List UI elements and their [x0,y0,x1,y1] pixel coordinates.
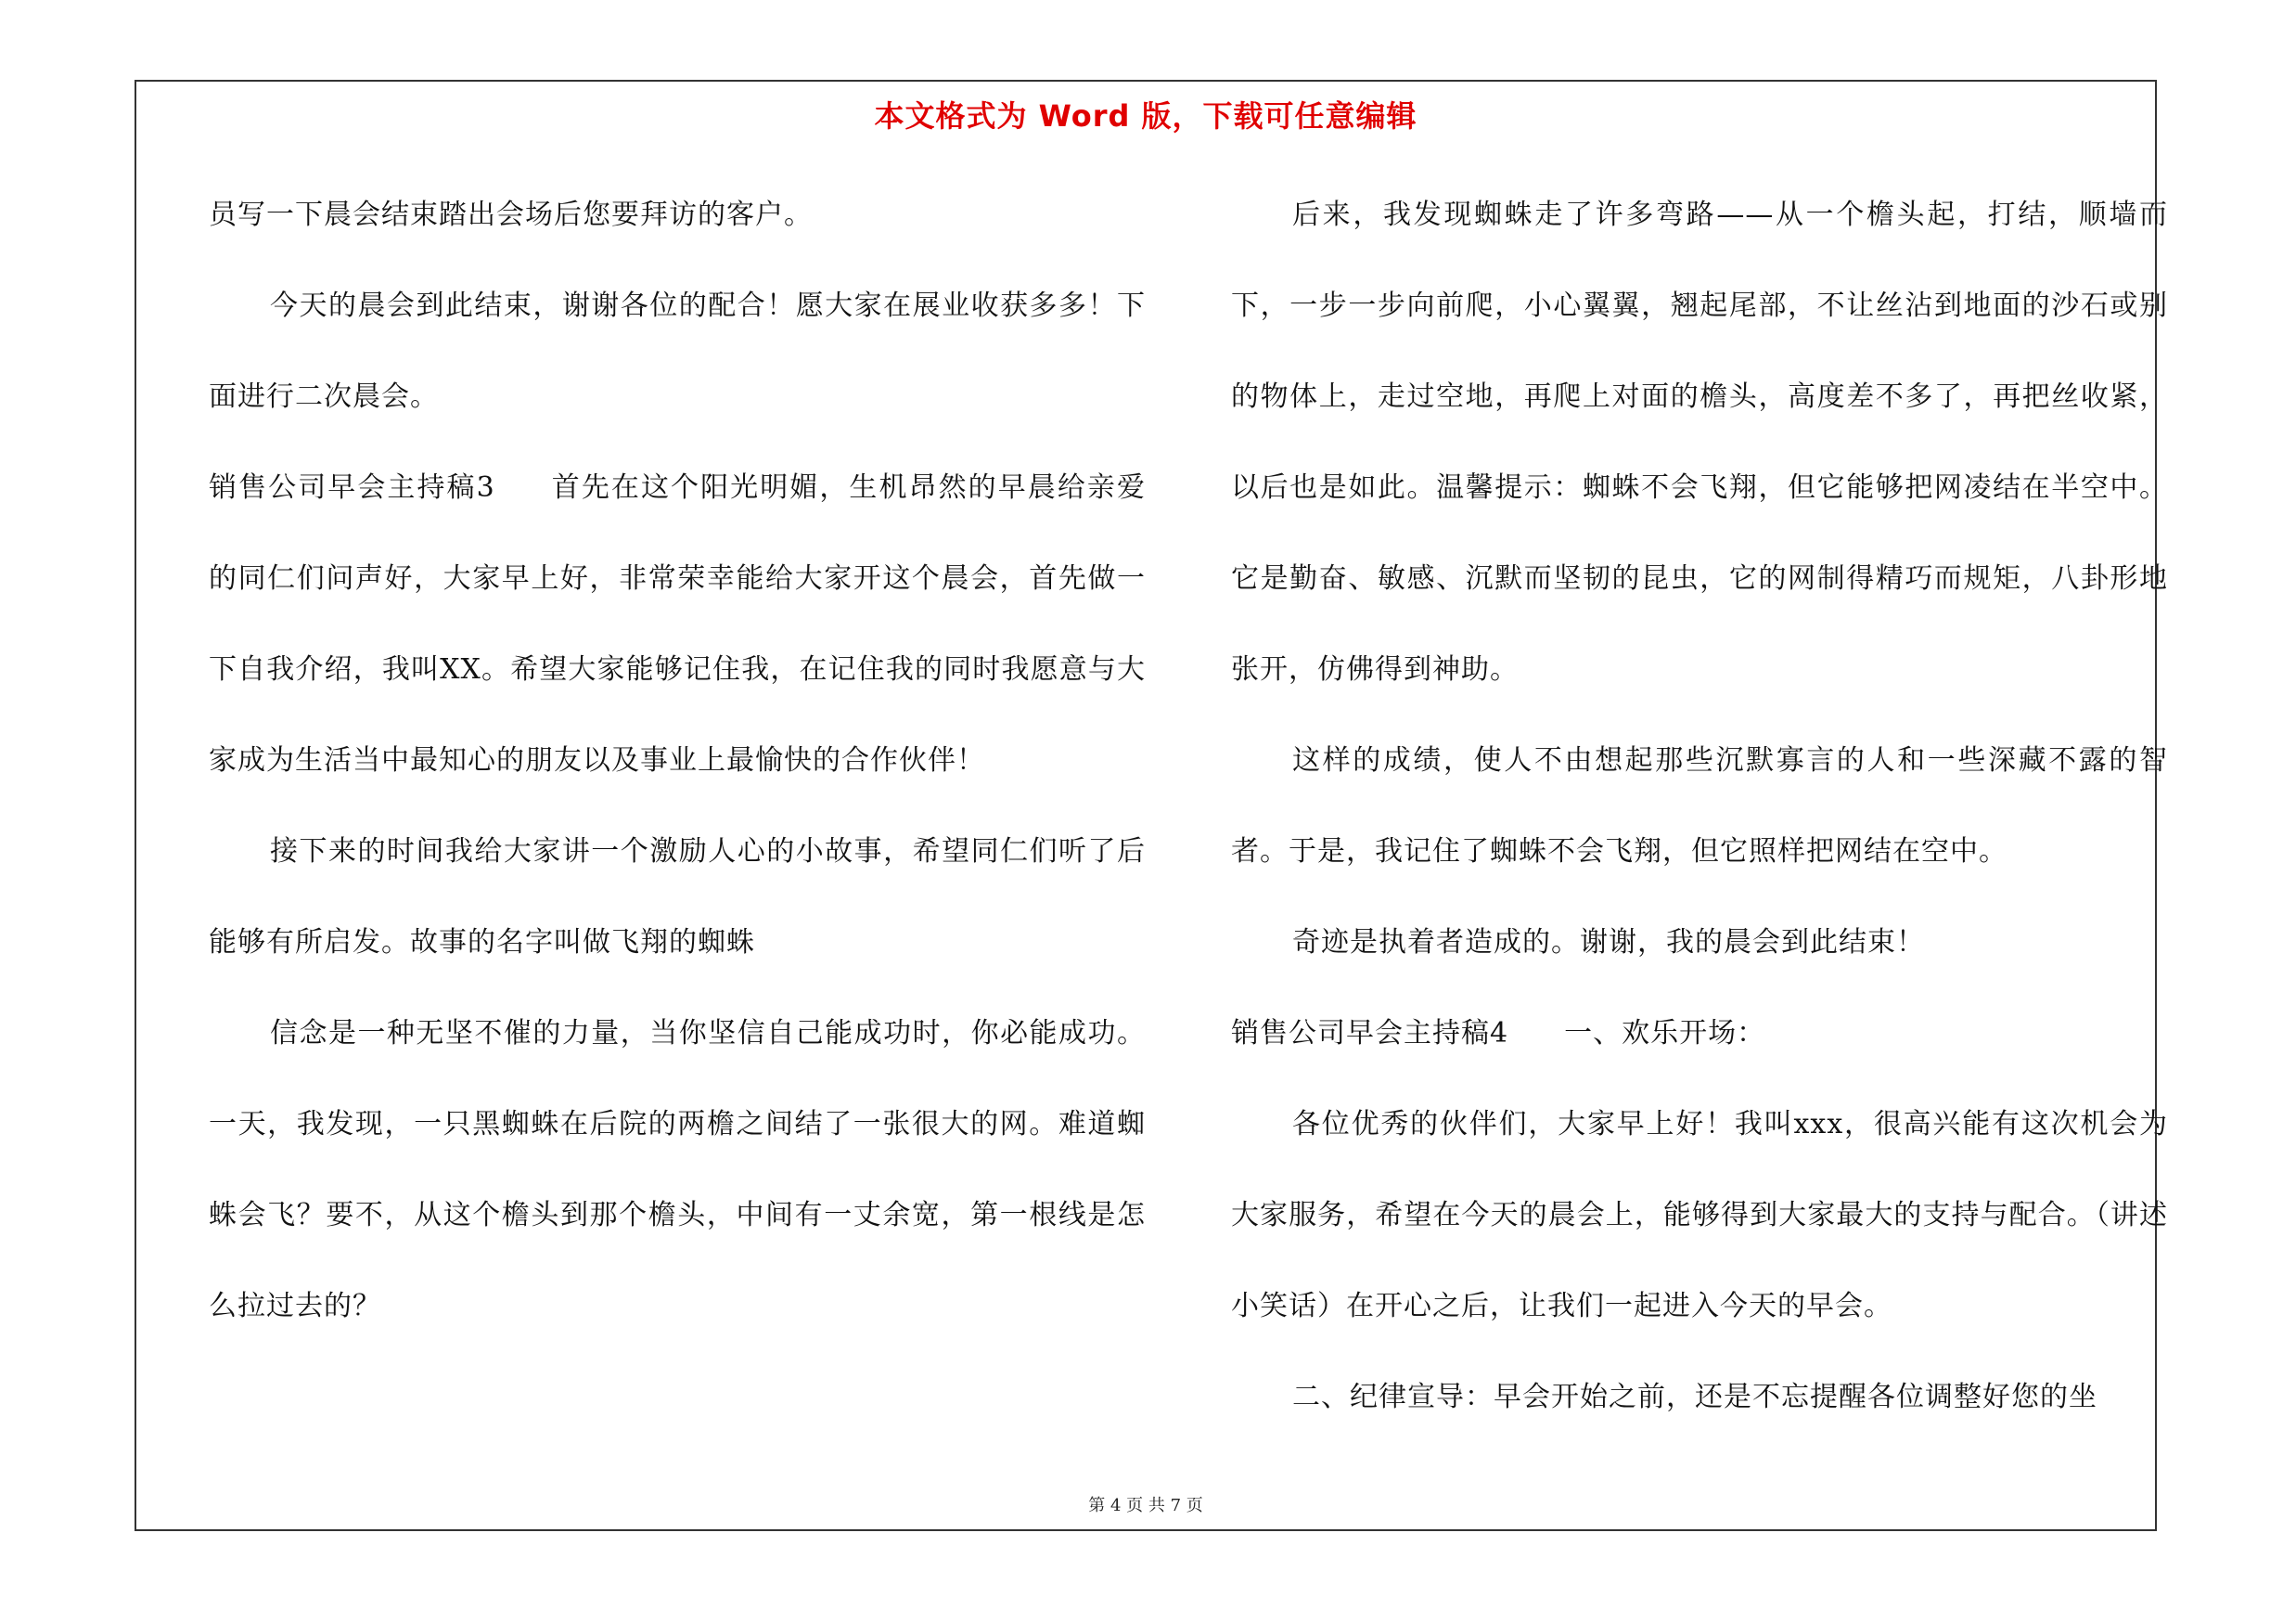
paragraph: 各位优秀的伙伴们，大家早上好！我叫xxx，很高兴能有这次机会为大家服务，希望在今天的晨会上，能够得到大家最大的支持与配合。（讲述小笑话）在开心之后，让我们一起进入今天的早会。 [1231,1108,2168,1322]
paragraph: 奇迹是执着者造成的。谢谢，我的晨会到此结束！ [1292,926,1925,959]
paragraph: 这样的成绩，使人不由想起那些沉默寡言的人和一些深藏不露的智者。于是，我记住了蜘蛛不会飞翔，但它照样把网结在空中。 [1231,744,2168,868]
section-body: 首先在这个阳光明媚，生机昂然的早晨给亲爱的同仁们问声好，大家早上好，非常荣幸能给大家开这个晨会，首先做一下自我介绍，我叫XX。希望大家能够记住我，在记住我的同时我愿意与大家成为生活当中最知心的朋友以及事业上最愉快的合作伙伴！ [209,471,1147,777]
paragraph: 员写一下晨会结束踏出会场后您要拜访的客户。 [209,199,813,231]
section-paragraph [209,443,1146,806]
right-text-column [1231,170,2168,1443]
section-heading: 销售公司早会主持稿4 [1231,1017,1509,1050]
section-paragraph [1231,988,2168,1079]
section-heading: 销售公司早会主持稿3 [209,471,495,504]
document-page [135,80,2168,1531]
paragraph: 后来，我发现蜘蛛走了许多弯路——从一个檐头起，打结，顺墙而下，一步一步向前爬，小心翼翼，翘起尾部，不让丝沾到地面的沙石或别的物体上，走过空地，再爬上对面的檐头，高度差不多了，再把丝收紧，以后也是如此。温馨提示：蜘蛛不会飞翔，但它能够把网凌结在半空中。它是勤奋、敏感、沉默而坚韧的昆虫，它的网制得精巧而规矩，八卦形地张开，仿佛得到神助。 [1231,199,2168,686]
page-number: 第 4 页 共 7 页 [1088,1496,1203,1515]
paragraph: 今天的晨会到此结束，谢谢各位的配合！愿大家在展业收获多多！下面进行二次晨会。 [209,290,1146,413]
left-text-column [209,170,1146,1352]
section-body: 一、欢乐开场： [1564,1017,1766,1050]
paragraph: 接下来的时间我给大家讲一个激励人心的小故事，希望同仁们听了后能够有所启发。故事的名字叫做飞翔的蜘蛛 [209,835,1146,959]
paragraph: 信念是一种无坚不催的力量，当你坚信自己能成功时，你必能成功。一天，我发现，一只黑蜘蛛在后院的两檐之间结了一张很大的网。难道蜘蛛会飞？要不，从这个檐头到那个檐头，中间有一丈余宽，第一根线是怎么拉过去的？ [209,1017,1146,1322]
paragraph: 二、纪律宣导：早会开始之前，还是不忘提醒各位调整好您的坐 [1292,1381,2097,1413]
format-banner: 本文格式为 Word 版，下载可任意编辑 [874,98,1417,134]
